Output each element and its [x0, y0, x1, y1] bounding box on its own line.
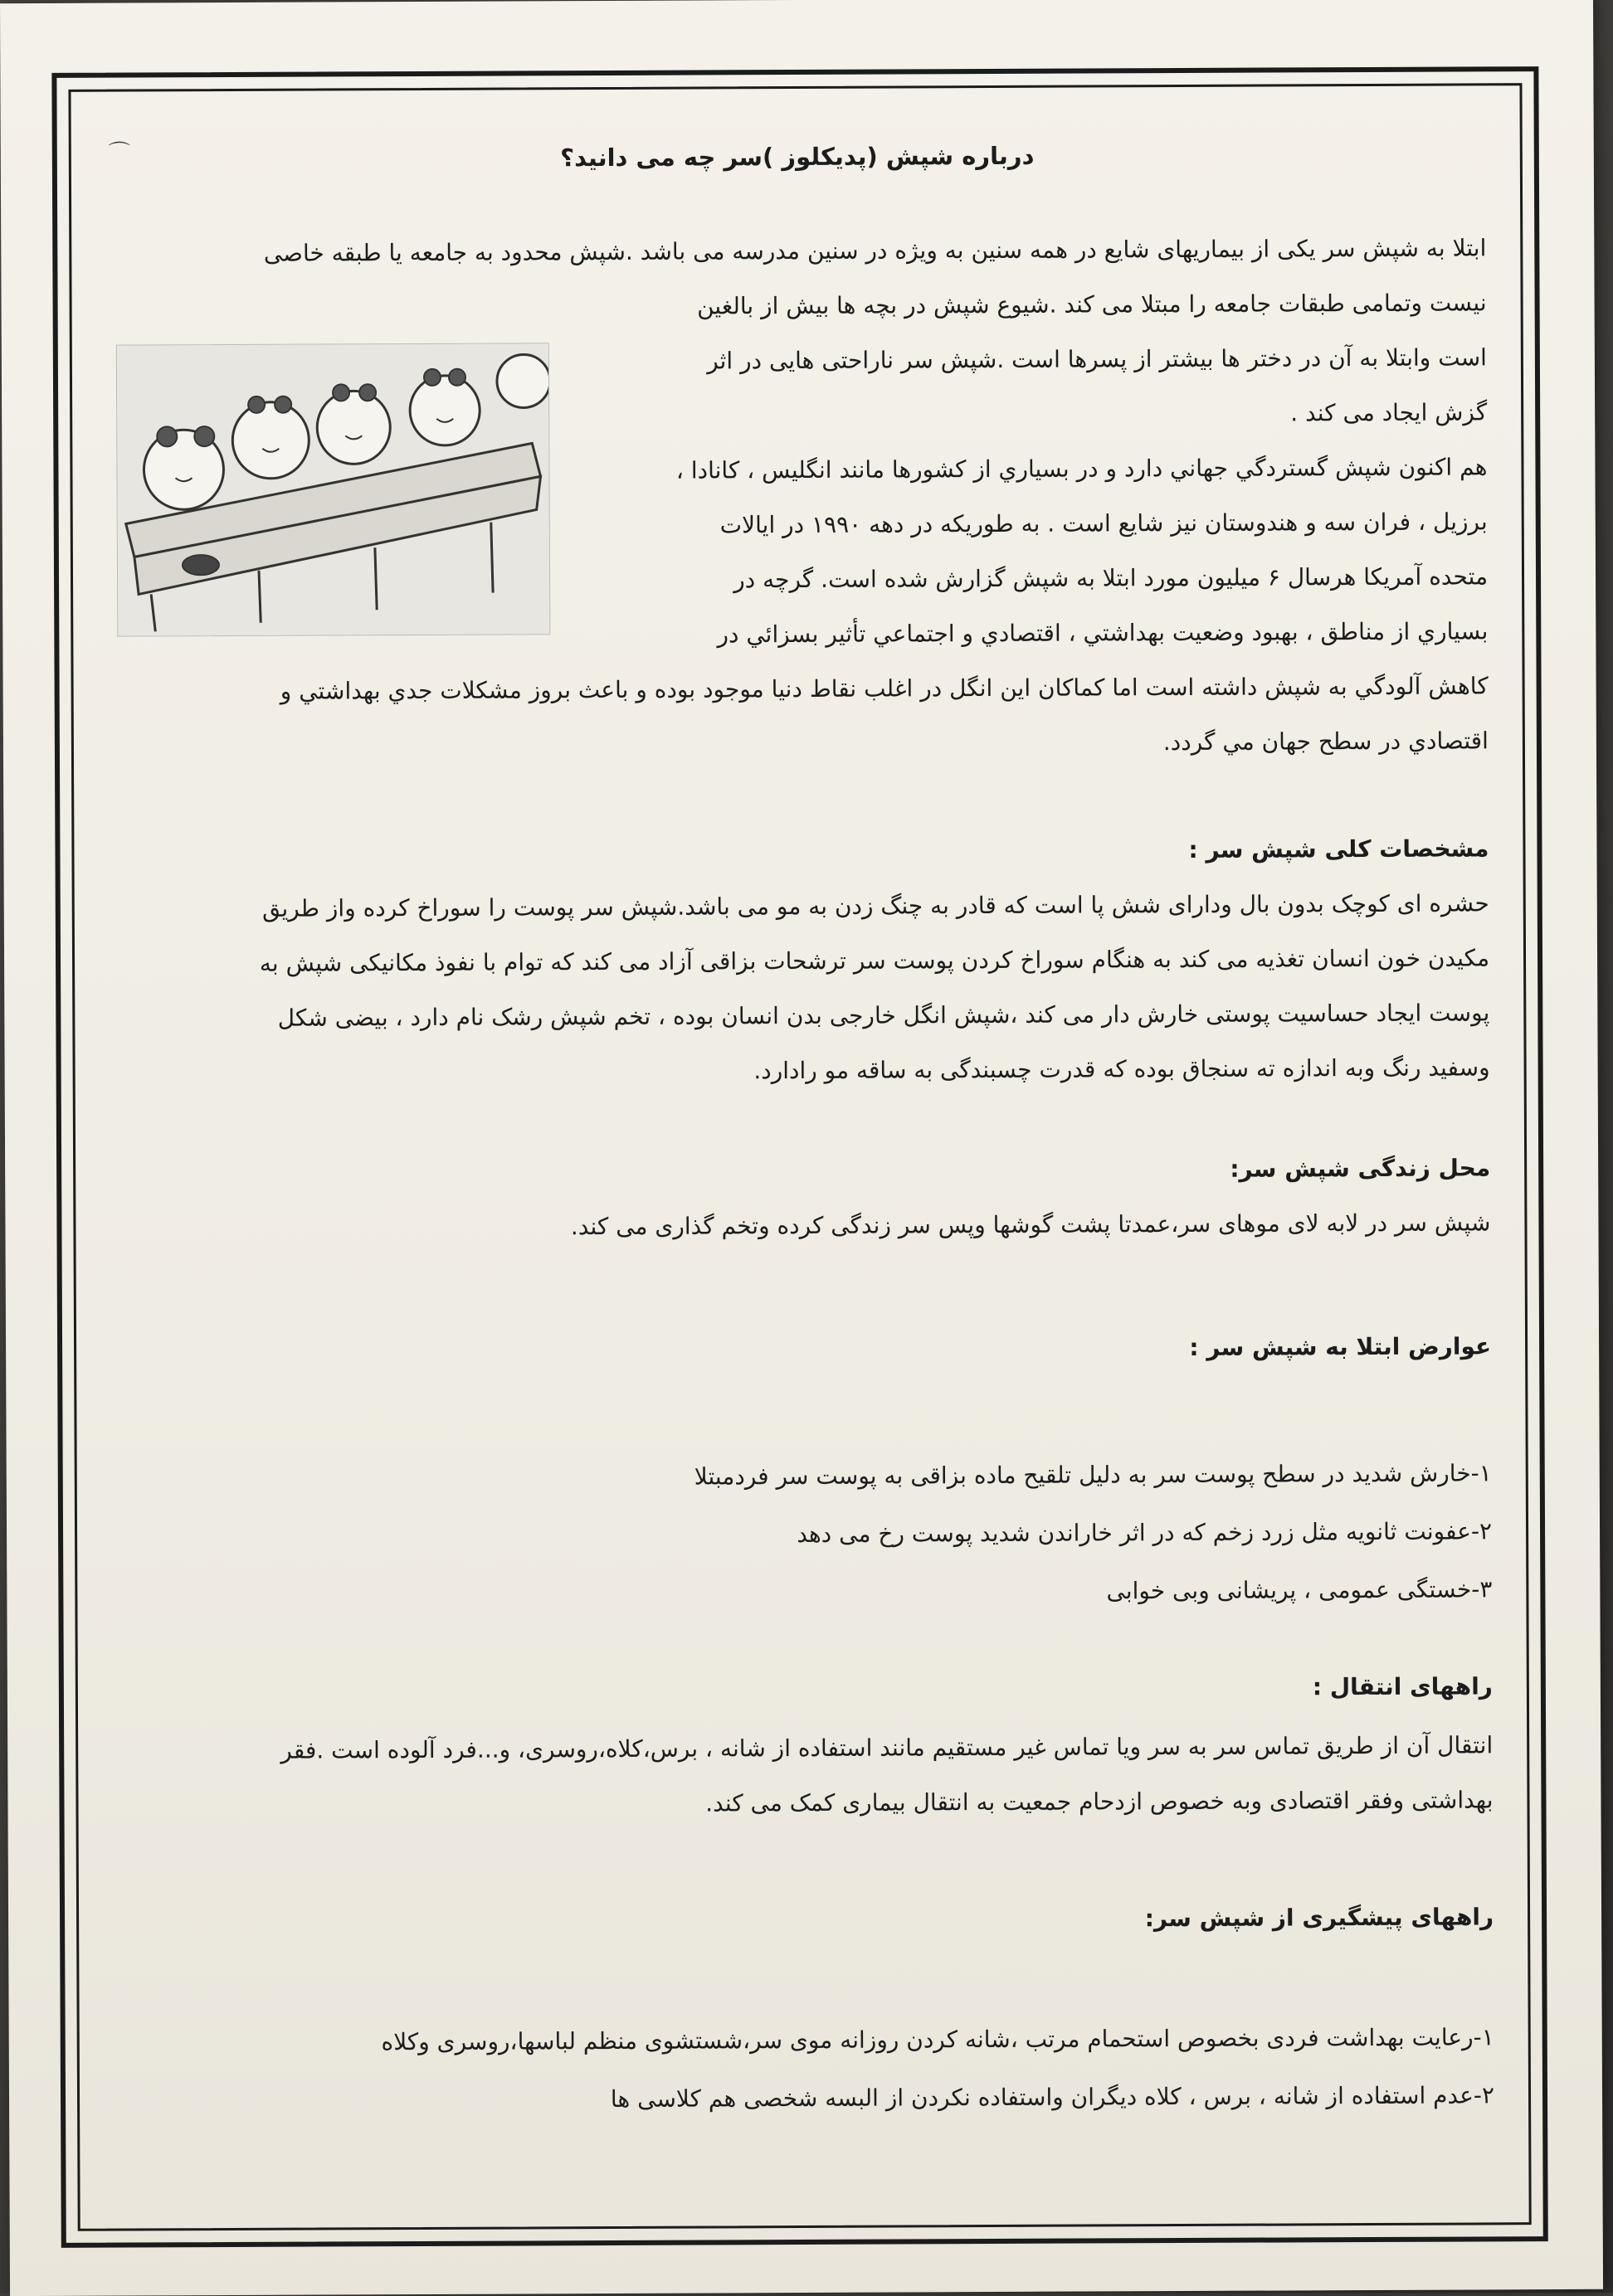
section-heading: مشخصات کلی شپش سر : — [1188, 834, 1489, 863]
section-paragraph — [112, 876, 1490, 1101]
classroom-drawing — [117, 343, 550, 635]
intro-line: نیست وتمامی طبقات جامعه را مبتلا می کند .شیوع شپش در بچه ها بیش از بالغین — [696, 289, 1487, 320]
section-line: مکیدن خون انسان تغذیه می کند به هنگام سوراخ کردن پوست سر ترشحات بزاقی آزاد می کند که توام با نفوذ مکانیکی شپش به — [259, 944, 1490, 977]
list-item: ۱-خارش شدید در سطح پوست سر به دلیل تلقیح ماده بزاقی به پوست سر فردمبتلا — [694, 1459, 1492, 1491]
intro-line: اقتصادي در سطح جهان مي گردد. — [1162, 727, 1489, 756]
list-item: ۲-عفونت ثانویه مثل زرد زخم که در اثر خاراندن شدید پوست رخ می دهد — [797, 1517, 1493, 1549]
section-line: بهداشتی وفقر اقتصادی وبه خصوص ازدحام جمعیت به انتقال بیماری کمک می کند. — [705, 1786, 1494, 1817]
section-paragraph — [113, 1195, 1490, 1256]
section-heading: راههای پیشگیری از شپش سر: — [1144, 1903, 1494, 1933]
section-heading: عوارض ابتلا به شپش سر : — [1189, 1332, 1492, 1361]
intro-line: گزش ایجاد می کند . — [1290, 398, 1488, 427]
document-body — [92, 121, 1512, 2201]
section-line: انتقال آن از طریق تماس سر به سر ویا تماس غیر مستقیم مانند استفاده از شانه ، برس،کلاه،روسری، و...فرد آلوده است .فقر — [280, 1731, 1494, 1764]
intro-line: است وابتلا به آن در دختر ها بیشتر از پسرها است .شپش سر ناراحتی هایی در اثر — [707, 343, 1487, 375]
intro-line: برزيل ، فران سه و هندوستان نيز شايع است . به طوريكه در دهه ۱۹۹۰ در ايالات — [719, 508, 1488, 539]
section-heading: محل زندگی شپش سر: — [1230, 1154, 1491, 1183]
section-heading: راههای انتقال : — [1312, 1672, 1493, 1701]
list-item: ۱-رعایت بهداشت فردی بخصوص استحمام مرتب ،شانه کردن روزانه موی سر،شستشوی منظم لباسها،روسری وکلاه — [381, 2023, 1494, 2056]
section-line: وسفید رنگ وبه اندازه ته سنجاق بوده که قدرت چسبندگی به ساقه مو رادارد. — [753, 1053, 1490, 1085]
intro-line: ابتلا به شپش سر یکی از بیماریهای شایع در همه سنین به ویژه در سنین مدرسه می باشد .شپش محدود به جامعه یا طبقه خاصی — [263, 234, 1487, 267]
section-line: پوست ایجاد حساسیت پوستی خارش دار می کند ،شپش انگل خارجی بدن انسان بوده ، تخم شپش رشک نام دارد ، بیضی شکل — [277, 999, 1490, 1032]
pen-mark-icon: ⌒ — [108, 140, 130, 166]
list-item: ۳-خستگی عمومی ، پریشانی وبی خوابی — [1106, 1575, 1493, 1605]
intro-line: كاهش آلودگي به شپش داشته است اما كماكان اين انگل در اغلب نقاط دنيا موجود بوده و باعث بروز مشكلات جدي بهداشتي و — [280, 672, 1489, 705]
intro-line: هم اکنون شپش گسترد‌گي جهاني دارد و در بسياري از كشور‌ها مانند انگليس ، كانادا ، — [675, 453, 1488, 484]
section-list — [115, 1444, 1493, 1624]
intro-line: متحده آمريكا هرسال ۶ ميليون مورد ابتلا به شپش گزارش شده است. گرچه در — [733, 562, 1489, 594]
intro-line: بسياري از مناطق ، بهبود وضعيت بهداشتي ، اقتصادي و اجتماعي تأثير بسزائي در — [717, 617, 1489, 649]
document-title: درباره شپش (پدیکلوز )سر چه می دانید؟ — [560, 141, 1035, 173]
section-line: شپش سر در لابه لای موهای سر،عمدتا پشت گوشها وپس سر زندگی کرده وتخم گذاری می کند. — [570, 1209, 1491, 1241]
section-line: حشره ای کوچک بدون بال ودارای شش پا است که قادر به چنگ زدن به مو می باشد.شپش سر پوست را سوراخ کرده واز طریق — [262, 889, 1489, 922]
classroom-illustration — [116, 343, 551, 636]
section-list — [117, 2008, 1495, 2130]
list-item: ۲-عدم استفاده از شانه ، برس ، کلاه دیگران واستفاده نکردن از البسه شخصی هم کلاسی ها — [610, 2081, 1495, 2114]
section-paragraph — [115, 1718, 1494, 1833]
